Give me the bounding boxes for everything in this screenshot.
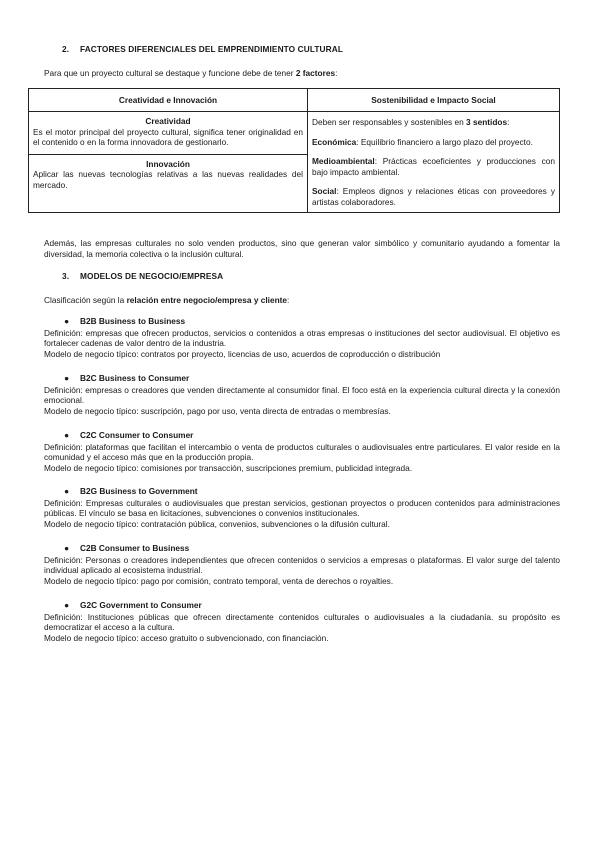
bullet-icon: ● (64, 430, 70, 440)
model-business-model: Modelo de negocio típico: acceso gratuito o subvencionado, con financiación. (44, 632, 329, 643)
model-definition: Definición: Personas o creadores independientes que ofrecen contenidos o servicios a empresas o plataformas. El valor surge del talento individual aplicado al ecosistema industrial. (44, 554, 560, 576)
classification-bold: relación entre negocio/empresa y cliente (126, 295, 288, 305)
model-title-text: B2C Business to Consumer (80, 373, 190, 383)
factors-table (28, 88, 560, 213)
after-table-paragraph: Además, las empresas culturales no solo venden productos, sino que generan valor simbólico y comunitario ayudando a fomentar la diversidad, la memoria colectiva o la inclusión cultural. (44, 238, 560, 259)
model-b2c (44, 373, 560, 416)
intro-colon: : (335, 68, 338, 78)
medioambiental-text: : Prácticas ecoeficientes y producciones con bajo impacto ambiental. (312, 156, 555, 177)
header-sostenibilidad: Sostenibilidad e Impacto Social (308, 89, 560, 112)
section-2-heading (62, 44, 343, 55)
medioambiental-label: Medioambiental (312, 156, 375, 167)
medioambiental-item (312, 156, 555, 177)
model-definition: Definición: empresas o creadores que venden directamente al consumidor final. El foco está en la experiencia cultural directa y la conexión emocional. (44, 384, 560, 406)
social-label: Social (312, 186, 337, 197)
model-business-model: Modelo de negocio típico: pago por comisión, contrato temporal, venta de derechos o royalties. (44, 575, 394, 586)
classification-text: Clasificación según la (44, 295, 127, 305)
model-title (44, 600, 560, 611)
model-b2b (44, 316, 560, 359)
innovacion-text: Aplicar las nuevas tecnologías relativas a las nuevas realidades del mercado. (33, 169, 303, 191)
model-business-model: Modelo de negocio típico: comisiones por transacción, suscripciones premium, publicidad integrada. (44, 462, 413, 473)
model-title (44, 373, 560, 384)
model-g2c (44, 600, 560, 643)
right-cell (308, 112, 560, 213)
model-title (44, 486, 560, 497)
sostenibilidad-intro-bold: 3 sentidos (466, 117, 508, 127)
section-2-intro (44, 68, 337, 79)
model-c2b (44, 543, 560, 586)
economica-item (312, 137, 555, 148)
model-title-text: B2B Business to Business (80, 316, 186, 326)
section-2-title: FACTORES DIFERENCIALES DEL EMPRENDIMIENTO CULTURAL (80, 44, 343, 54)
sostenibilidad-intro-text: Deben ser responsables y sostenibles en (312, 117, 467, 127)
left-cell (29, 112, 308, 213)
header-creatividad-innovacion: Creatividad e Innovación (29, 89, 308, 112)
model-title-text: B2G Business to Government (80, 486, 198, 496)
intro-text: Para que un proyecto cultural se destaque y funcione debe de tener (44, 68, 296, 78)
model-definition: Definición: plataformas que facilitan el intercambio o venta de productos culturales o audiovisuales entre particulares. El valor reside en la comunidad y el acceso más que en la producción propia. (44, 441, 560, 463)
bullet-icon: ● (64, 373, 70, 383)
model-business-model: Modelo de negocio típico: contratación pública, convenios, subvenciones o la difusión cultural. (44, 518, 390, 529)
model-definition: Definición: Empresas culturales o audiovisuales que prestan servicios, gestionan proyectos o producen contenidos para administraciones públicas. El vínculo se basa en licitaciones, subvenciones o convenios institucionales. (44, 497, 560, 519)
bullet-icon: ● (64, 600, 70, 610)
innovacion-title: Innovación (146, 158, 190, 169)
creatividad-text: Es el motor principal del proyecto cultural, significa tener originalidad en el contenido o en la forma innovadora de gestionarlo. (33, 126, 303, 148)
model-title (44, 430, 560, 441)
social-text: : Empleos dignos y relaciones éticas con proveedores y artistas colaboradores. (312, 186, 555, 208)
bullet-icon: ● (64, 486, 70, 496)
model-c2c (44, 430, 560, 473)
model-title-text: C2C Consumer to Consumer (80, 430, 194, 440)
section-2-number: 2. (62, 44, 70, 54)
section-3-title: MODELOS DE NEGOCIO/EMPRESA (80, 271, 224, 281)
model-b2g (44, 486, 560, 529)
creatividad-block (29, 112, 307, 155)
section-3-intro (44, 295, 289, 306)
economica-text: : Equilibrio financiero a largo plazo del proyecto. (356, 136, 533, 147)
model-business-model: Modelo de negocio típico: suscripción, pago por uso, venta directa de entradas o membresías. (44, 405, 391, 416)
model-title (44, 543, 560, 554)
economica-label: Económica (312, 136, 357, 147)
model-title (44, 316, 560, 327)
section-3-number: 3. (62, 271, 70, 281)
sostenibilidad-intro (312, 117, 555, 128)
innovacion-block (29, 155, 307, 195)
creatividad-title: Creatividad (145, 116, 191, 126)
bullet-icon: ● (64, 543, 70, 553)
model-definition: Definición: empresas que ofrecen productos, servicios o contenidos a otras empresas o instituciones del sector audiovisual. El objetivo es fortalecer cadenas de valor dentro de la industria. (44, 327, 560, 349)
social-item (312, 186, 555, 207)
sostenibilidad-intro-colon: : (507, 117, 510, 127)
intro-bold: 2 factores (295, 68, 336, 78)
model-definition: Definición: Instituciones públicas que ofrecen directamente contenidos culturales o audiovisuales a la ciudadanía. su propósito es democratizar el acceso a la cultura. (44, 611, 560, 633)
model-title-text: G2C Government to Consumer (80, 600, 202, 610)
model-title-text: C2B Consumer to Business (80, 543, 190, 553)
bullet-icon: ● (64, 316, 70, 326)
classification-colon: : (287, 295, 290, 305)
model-business-model: Modelo de negocio típico: contratos por proyecto, licencias de uso, acuerdos de coproducción o distribución (44, 348, 441, 359)
section-3-heading (62, 271, 223, 282)
